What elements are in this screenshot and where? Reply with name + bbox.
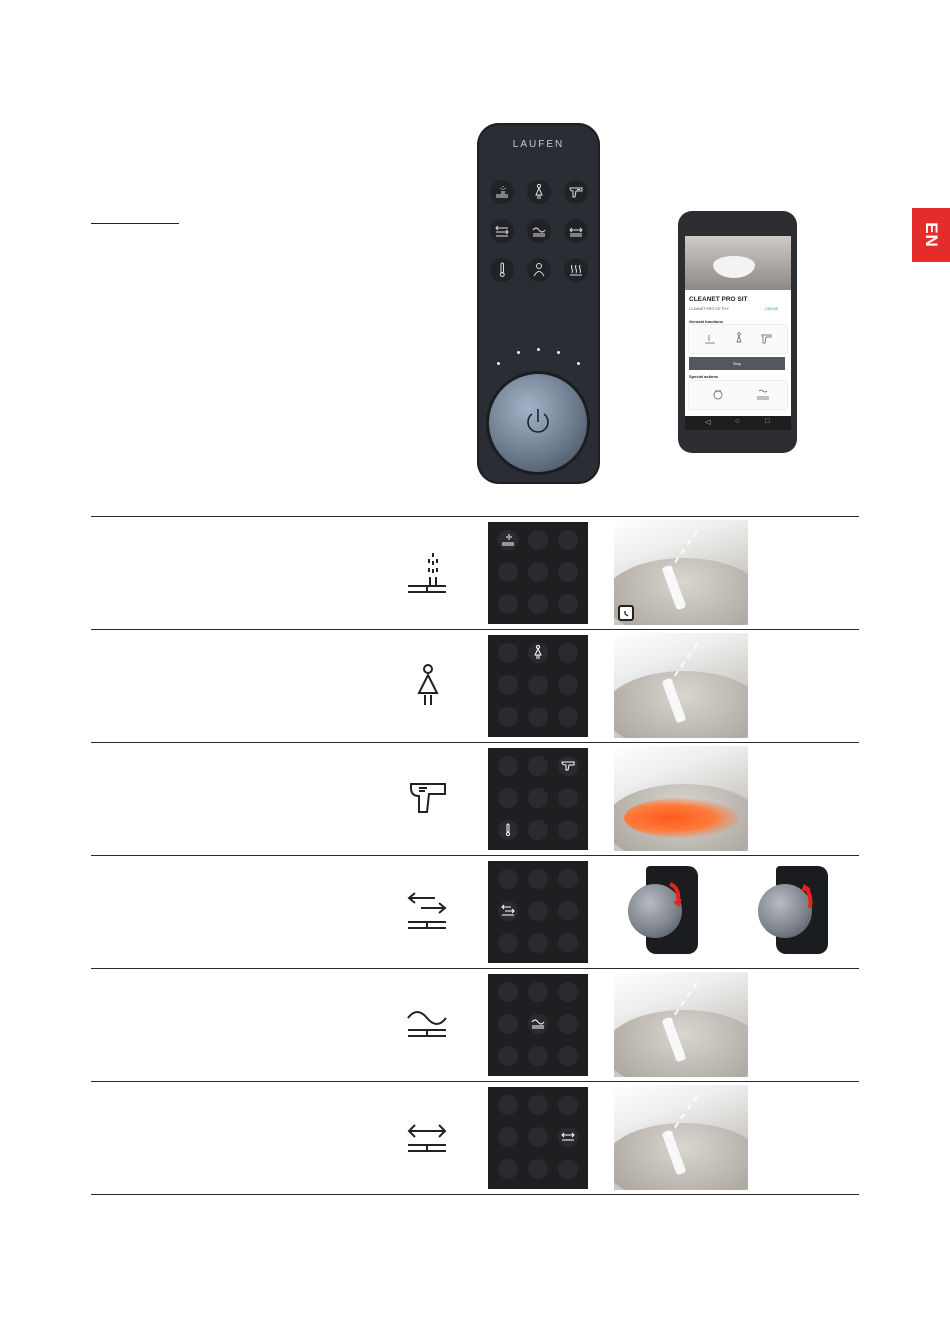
panel-oscillating-active bbox=[498, 901, 518, 921]
recents-icon[interactable]: □ bbox=[765, 418, 770, 425]
panel-button bbox=[558, 1046, 578, 1066]
app-function-icons[interactable] bbox=[689, 325, 787, 353]
rotate-left-arrow-icon bbox=[798, 882, 818, 912]
panel-button bbox=[528, 562, 548, 582]
panel-button bbox=[498, 788, 518, 808]
panel-button bbox=[528, 1127, 548, 1147]
panel-button bbox=[558, 562, 578, 582]
panel-button bbox=[558, 530, 578, 550]
remote-power-knob[interactable] bbox=[489, 374, 587, 472]
panel-button bbox=[558, 1095, 578, 1115]
panel-button bbox=[528, 530, 548, 550]
panel-button bbox=[528, 788, 548, 808]
panel-comfort-wash-active bbox=[558, 1127, 578, 1147]
oscillating-icon bbox=[403, 889, 453, 941]
pulsating-photo bbox=[614, 972, 748, 1077]
panel-dryer-active bbox=[558, 756, 578, 776]
remote-level-indicator bbox=[517, 351, 520, 354]
panel-button bbox=[558, 820, 578, 840]
panel-button bbox=[498, 982, 518, 1002]
remote-level-indicator bbox=[537, 348, 540, 351]
remote-level-indicator bbox=[557, 351, 560, 354]
remote-temperature-button[interactable] bbox=[490, 258, 514, 282]
panel-button bbox=[558, 707, 578, 727]
panel-button bbox=[558, 643, 578, 663]
panel-button bbox=[528, 901, 548, 921]
app-screen bbox=[685, 236, 791, 430]
panel-temperature-active bbox=[498, 820, 518, 840]
panel-button bbox=[498, 1159, 518, 1179]
app-general-functions-card[interactable] bbox=[689, 325, 787, 353]
app-special-actions-card[interactable] bbox=[689, 381, 787, 409]
remote-panel-dryer bbox=[488, 748, 588, 850]
remote-user-button[interactable] bbox=[527, 258, 551, 282]
remote-oscillating-button[interactable] bbox=[490, 219, 514, 243]
toilet-image bbox=[713, 256, 755, 278]
title-underline bbox=[91, 223, 179, 224]
clock-icon bbox=[618, 605, 634, 621]
back-icon[interactable]: ◁ bbox=[705, 419, 711, 426]
language-tab-label: EN bbox=[922, 222, 941, 248]
remote-level-indicator bbox=[497, 362, 500, 365]
panel-button bbox=[528, 594, 548, 614]
app-product-title: CLEANET PRO SIT bbox=[689, 296, 748, 303]
panel-button bbox=[558, 933, 578, 953]
panel-button bbox=[498, 1014, 518, 1034]
app-special-actions-heading: Special actions bbox=[689, 374, 719, 379]
panel-lady-wash-active bbox=[528, 643, 548, 663]
pulsating-icon bbox=[403, 1002, 453, 1054]
table-rule bbox=[91, 742, 859, 743]
panel-rear-wash-active bbox=[498, 530, 518, 550]
table-rule bbox=[91, 516, 859, 517]
panel-button bbox=[528, 707, 548, 727]
table-rule bbox=[91, 629, 859, 630]
warm-air-glow bbox=[624, 798, 739, 838]
panel-button bbox=[528, 1159, 548, 1179]
app-product-subtitle: CLEANET PRO SIT PXY bbox=[689, 307, 730, 311]
app-stop-button[interactable] bbox=[689, 357, 785, 370]
panel-button bbox=[498, 675, 518, 695]
app-online-status: ONLINE bbox=[765, 307, 779, 311]
remote-seat-heating-button[interactable] bbox=[564, 258, 588, 282]
remote-panel-comfort-wash bbox=[488, 1087, 588, 1189]
table-rule bbox=[91, 1194, 859, 1195]
panel-button bbox=[558, 901, 578, 921]
knob-turn-right-photo bbox=[628, 866, 698, 954]
panel-button bbox=[498, 707, 518, 727]
panel-button bbox=[558, 982, 578, 1002]
app-general-functions-heading: General functions bbox=[689, 319, 724, 324]
panel-button bbox=[498, 1046, 518, 1066]
remote-brand-logo: LAUFEN bbox=[512, 139, 565, 150]
power-icon bbox=[489, 374, 587, 472]
panel-button bbox=[498, 869, 518, 889]
comfort-wash-photo bbox=[614, 1085, 748, 1190]
panel-button bbox=[498, 1127, 518, 1147]
remote-rear-wash-button[interactable] bbox=[490, 180, 514, 204]
panel-pulsating-active bbox=[528, 1014, 548, 1034]
remote-lady-wash-button[interactable] bbox=[527, 180, 551, 204]
remote-level-indicator bbox=[577, 362, 580, 365]
remote-panel-pulsating bbox=[488, 974, 588, 1076]
remote-panel-oscillating bbox=[488, 861, 588, 963]
remote-pulsating-button[interactable] bbox=[527, 219, 551, 243]
panel-button bbox=[528, 756, 548, 776]
panel-button bbox=[498, 756, 518, 776]
dryer-photo bbox=[614, 746, 748, 851]
panel-button bbox=[528, 1046, 548, 1066]
panel-button bbox=[528, 982, 548, 1002]
rear-wash-icon bbox=[403, 550, 453, 602]
knob-turn-left-photo bbox=[758, 866, 828, 954]
lady-wash-photo bbox=[614, 633, 748, 738]
panel-button bbox=[558, 594, 578, 614]
panel-button bbox=[498, 933, 518, 953]
dryer-icon bbox=[403, 776, 453, 828]
panel-button bbox=[558, 675, 578, 695]
table-rule bbox=[91, 1081, 859, 1082]
remote-control bbox=[477, 123, 600, 484]
panel-button bbox=[528, 933, 548, 953]
panel-button bbox=[498, 594, 518, 614]
remote-panel-rear-wash bbox=[488, 522, 588, 624]
lady-wash-icon bbox=[403, 663, 453, 715]
remote-panel-lady-wash bbox=[488, 635, 588, 737]
panel-button bbox=[528, 1095, 548, 1115]
remote-dryer-button[interactable] bbox=[564, 180, 588, 204]
comfort-wash-icon bbox=[403, 1115, 453, 1167]
home-icon[interactable]: ○ bbox=[735, 418, 740, 425]
panel-button bbox=[558, 1014, 578, 1034]
panel-button bbox=[528, 820, 548, 840]
rear-wash-photo bbox=[614, 520, 748, 625]
panel-button bbox=[498, 1095, 518, 1115]
app-special-action-icons[interactable] bbox=[689, 381, 787, 409]
panel-button bbox=[498, 562, 518, 582]
panel-button bbox=[528, 869, 548, 889]
language-tab-en[interactable] bbox=[912, 208, 950, 262]
table-rule bbox=[91, 968, 859, 969]
rotate-right-arrow-icon bbox=[666, 880, 686, 908]
panel-button bbox=[558, 869, 578, 889]
panel-button bbox=[498, 643, 518, 663]
panel-button bbox=[528, 675, 548, 695]
remote-comfort-wash-button[interactable] bbox=[564, 219, 588, 243]
panel-button bbox=[558, 788, 578, 808]
app-stop-label: Stop bbox=[732, 361, 742, 366]
android-nav-bar bbox=[685, 416, 791, 430]
panel-button bbox=[558, 1159, 578, 1179]
app-toilet-photo bbox=[685, 236, 791, 290]
table-rule bbox=[91, 855, 859, 856]
